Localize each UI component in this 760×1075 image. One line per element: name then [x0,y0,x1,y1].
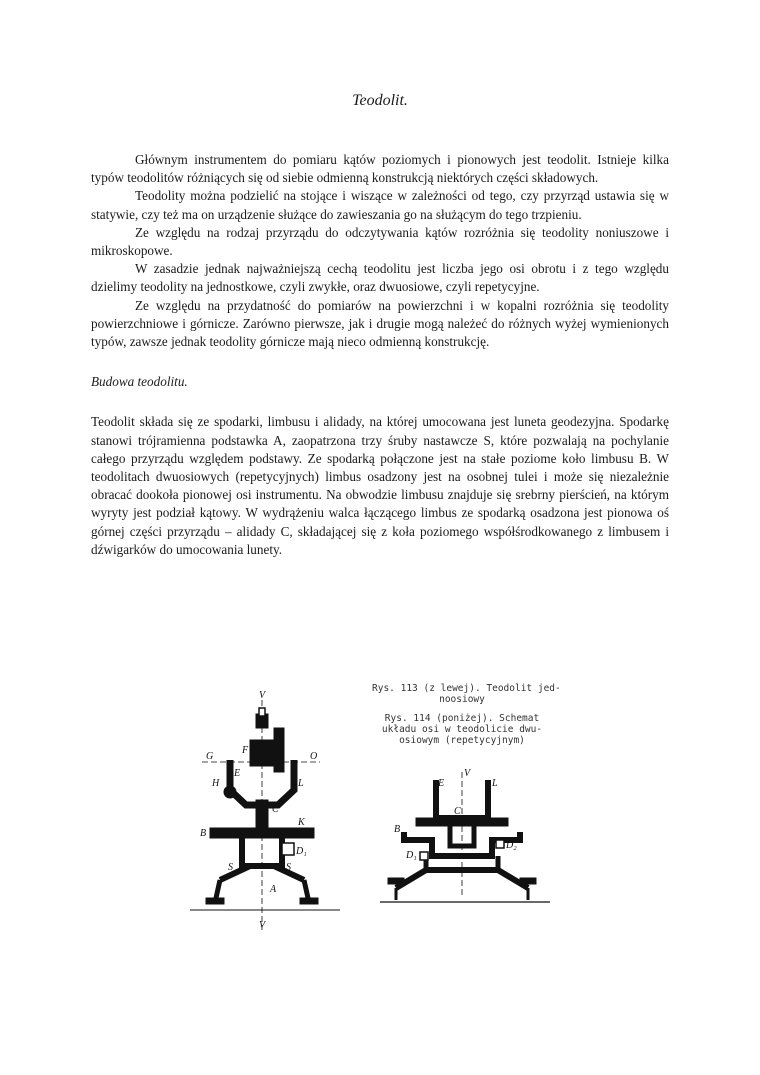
intro-section [91,151,669,559]
label: V [259,690,266,701]
paragraph: Teodolity można podzielić na stojące i wiszące w zależności od tego, czy przyrząd ustawia się w statywie, czy też ma on urządzenie służące do zawieszania go na służącym do tego trzpieniu. [91,188,669,222]
label: C [454,806,461,817]
label: A [270,884,277,895]
paragraph: Teodolit składa się ze spodarki, limbusu i alidady, na której umocowana jest luneta geodezyjna. Spodarkę stanowi trójramienna podstawka A, zaopatrzona trzy śruby nastawcze S, które pozwalają na pochylanie całego przyrządu względem podstawy. Ze spodarką połączone jest na stałe poziome koło limbusu B. W teodolitach dwuosiowych (repetycyjnych) limbus osadzony jest na osobnej tulei i może się niezależnie obracać dookoła pionowej osi instrumentu. Na obwodzie limbusu znajduje się srebrny pierścień, na którym wyryty jest podział kątowy. W wydrążeniu walca łączącego limbus ze spodarką osadzona jest pionowa oś górnej części przyrządu – alidady C, składającej się z koła poziomego współśrodkowanego z limbusem i dźwigarków do umocowania lunety. [91,414,669,557]
label: L [492,778,498,789]
label: S [286,862,291,873]
label: L [298,778,304,789]
paragraph: Głównym instrumentem do pomiaru kątów poziomych i pionowych jest teodolit. Istnieje kilka typów teodolitów różniących się od siebie odmienną konstrukcją niektórych części składowych. [91,152,669,186]
label: F [242,745,249,756]
label: G [206,751,214,762]
label: S [228,862,233,873]
label: D₁ [296,846,307,857]
caption-line: Rys. 114 (poniżej). Schemat [384,713,540,724]
label: D₁ [406,850,417,861]
label: V [259,920,266,931]
section-subtitle: Budowa teodolitu. [91,374,188,390]
label: B [394,824,401,835]
label: O [310,751,318,762]
label: H [212,778,220,789]
caption-line: Rys. 113 (z lewej). Teodolit jed- [372,683,561,694]
label: B [200,828,207,839]
label: E [234,768,241,779]
caption-line: układu osi w teodolicie dwu- [381,724,543,735]
paragraph: Ze względu na rodzaj przyrządu do odczytywania kątów rozróżnia się teodolity noniuszowe i mikroskopowe. [91,224,669,259]
caption-line: noosiowy [439,694,485,705]
theodolite-figures [180,680,580,940]
label: D₂ [506,840,517,851]
label: C [272,804,279,815]
label: K [298,817,305,828]
paragraph: W zasadzie jednak najważniejszą cechą teodolitu jest liczba jego osi obrotu i z tego względu dzielimy teodolity na jednostkowe, czyli zwykłe, oraz dwuosiowe, czyli repetycyjne. [91,261,669,295]
label: E [438,778,445,789]
caption-line: osiowym (repetycyjnym) [399,735,525,746]
figure-114 [380,772,550,902]
paragraph: Ze względu na przydatność do pomiarów na powierzchni i w kopalni rozróżnia się teodolity powierzchniowe i górnicze. Zarówno pierwsze, jak i drugie mogą należeć do różnych wyżej wymienionych typów, zawsze jednak teodolity górnicze mają nieco odmienną konstrukcję. [91,297,669,350]
figure-113 [190,700,340,930]
document-title: Teodolit. [352,92,408,109]
label: V [464,768,471,779]
